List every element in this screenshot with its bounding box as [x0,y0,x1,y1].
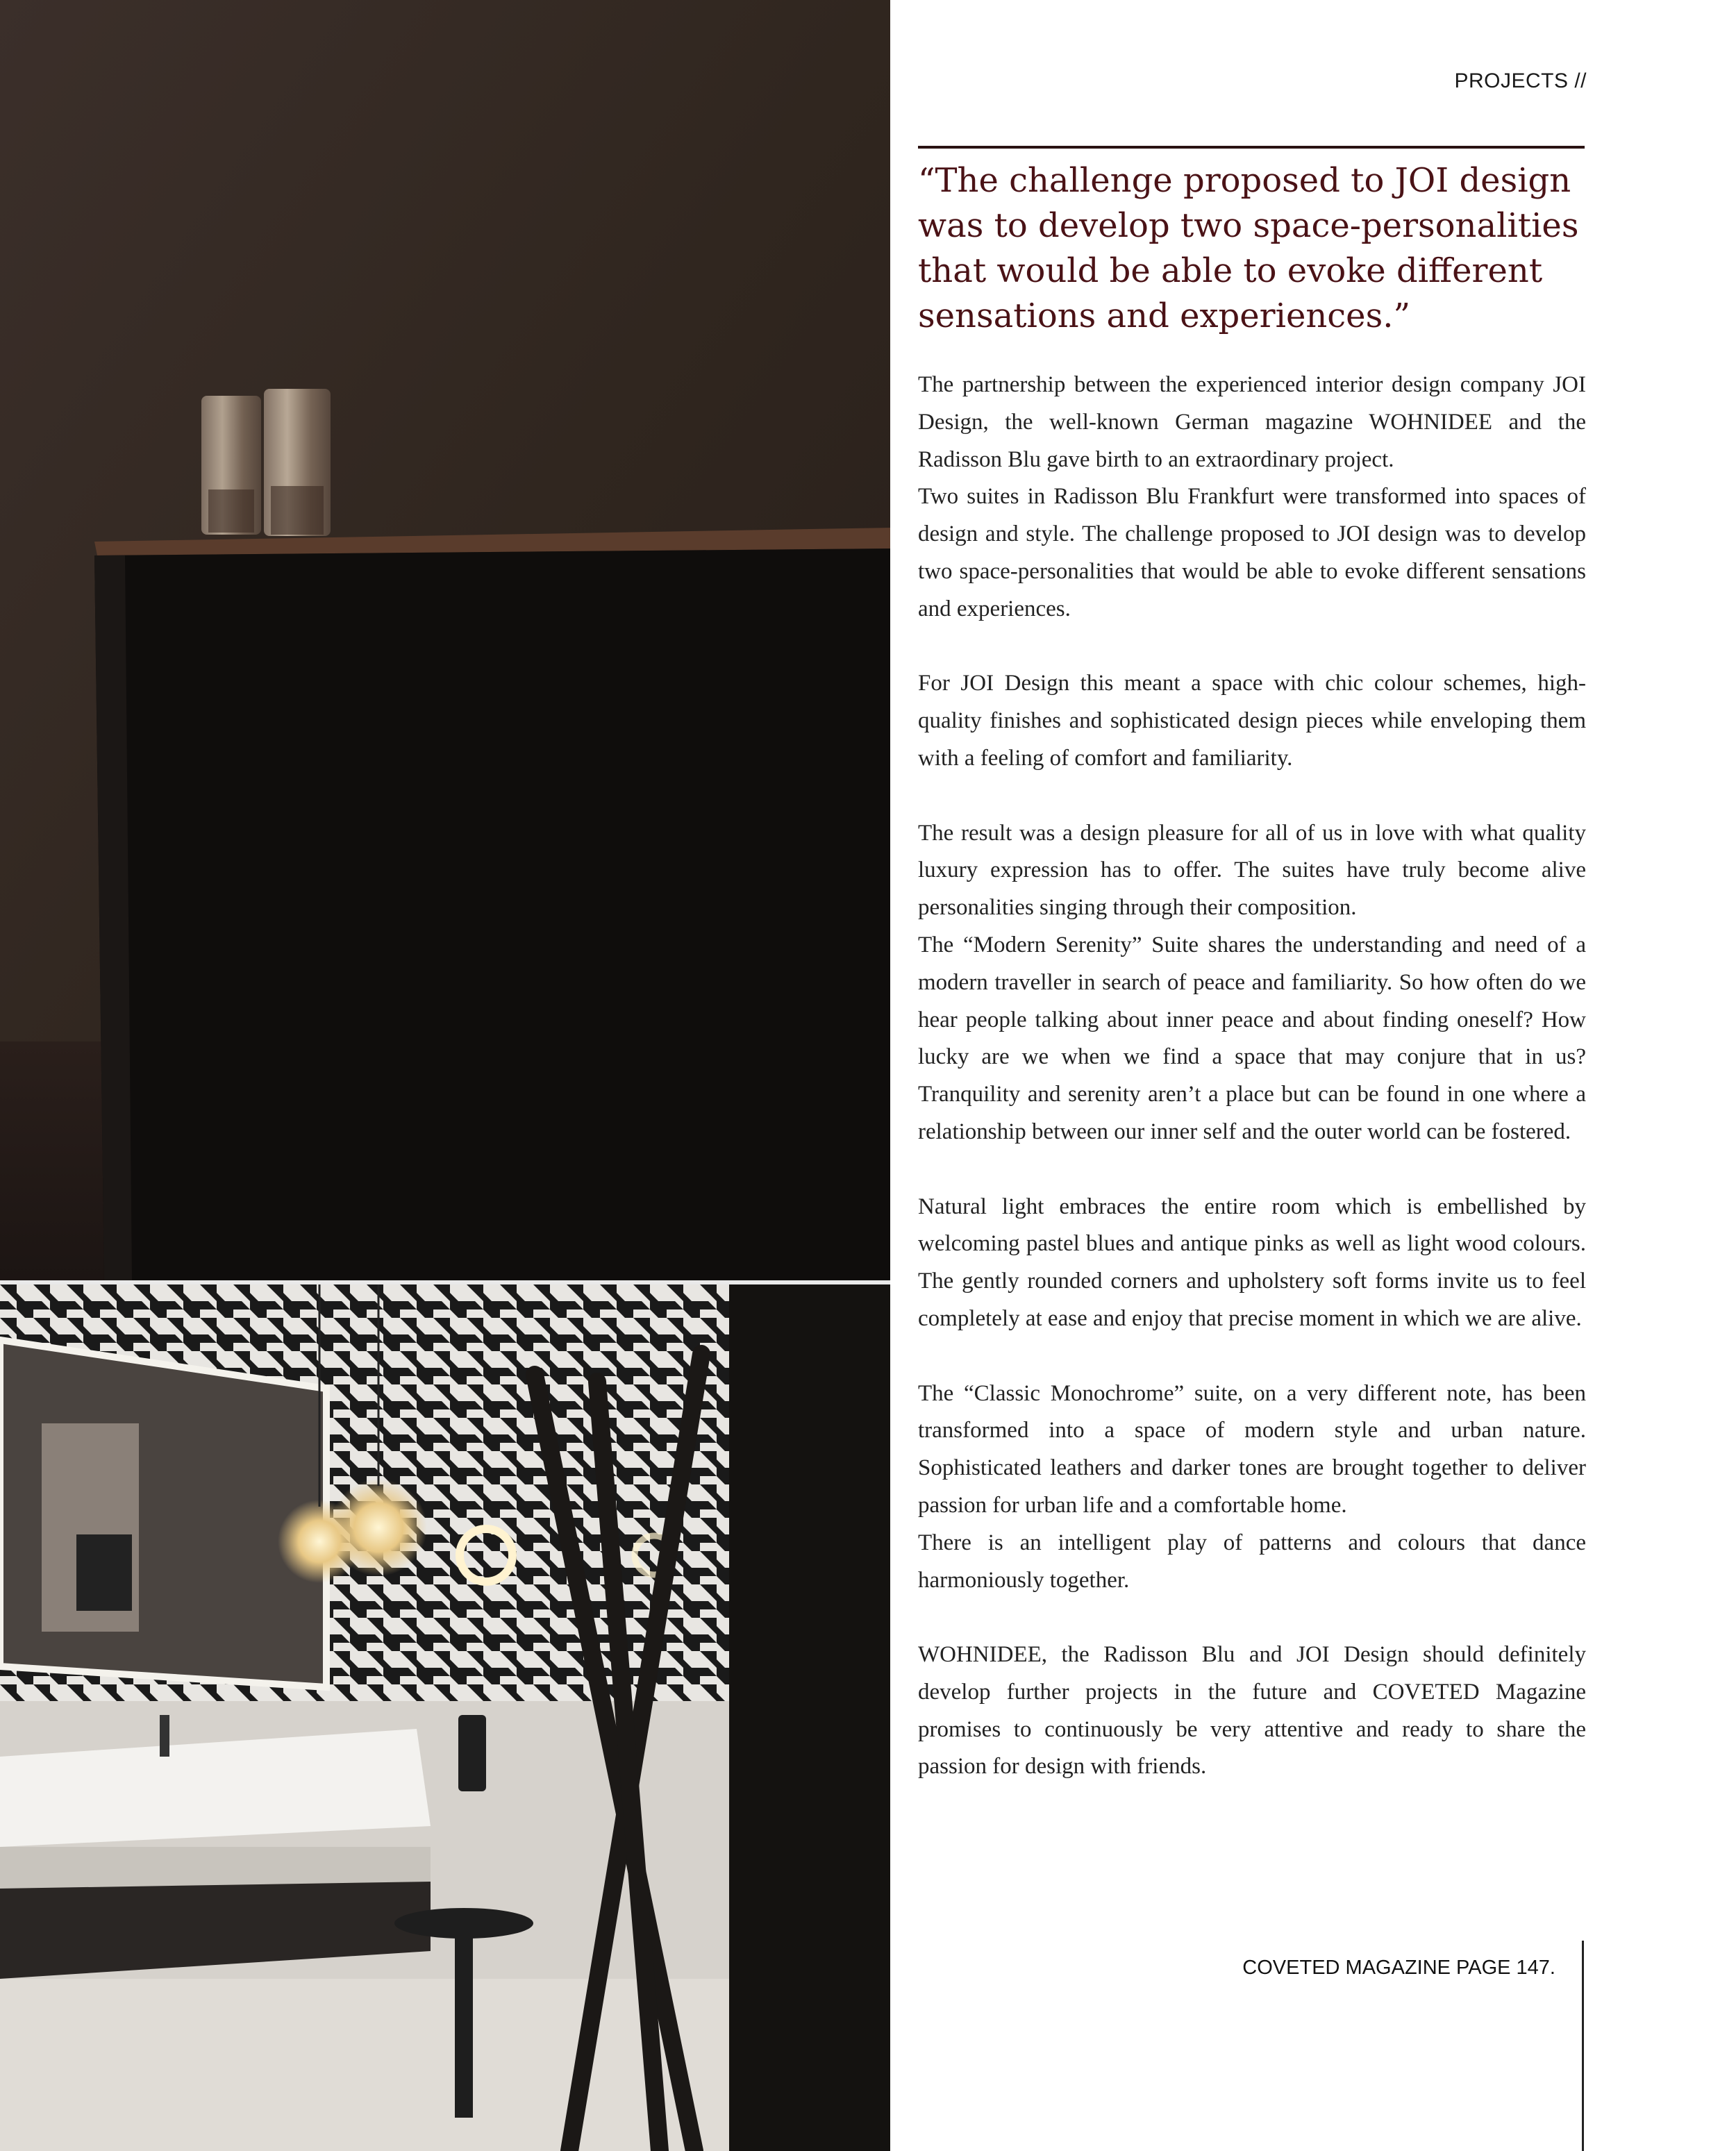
section-label: PROJECTS // [1454,69,1587,92]
paragraph-7: The “Classic Monochrome” suite, on a very different note, has been transformed into a space of modern style and urban nature. Sophisticated leathers and darker tones are brought together to deliver passion for urban life and a comfortable home. [918,1380,1586,1518]
photo-cabinet-glasses [0,0,890,1280]
bathroom-sink [0,1715,486,1979]
glass-right [264,389,331,536]
pull-quote: “The challenge proposed to JOI design was to develop two space-personalities that would be able to evoke different sensations and experiences.” [918,161,1579,335]
paragraph-3: For JOI Design this meant a space with chic colour schemes, high-quality finishes and sophisticated design pieces while enveloping them with a feeling of comfort and familiarity. [918,671,1586,771]
paragraph-1: The partnership between the experienced interior design company JOI Design, the well-known German magazine WOHNIDEE and the Radisson Blu gave birth to an extraordinary project. [918,372,1586,472]
bathroom-mirror [0,1340,326,1687]
article-body [918,367,1586,1786]
page-footer: COVETED MAGAZINE PAGE 147. [1242,1957,1555,1979]
quote-rule [918,146,1585,149]
paragraph-2: Two suites in Radisson Blu Frankfurt were transformed into spaces of design and style. The challenge proposed to JOI design was to develop two space-personalities that would be able to evoke different sensations and experiences. [918,484,1586,621]
paragraph-9: WOHNIDEE, the Radisson Blu and JOI Design should definitely develop further projects in the future and COVETED Magazine promises to continuously be very attentive and ready to share the passion for design with friends. [918,1642,1586,1780]
photo-bathroom-monochrome [0,1284,890,2151]
paragraph-4: The result was a design pleasure for all of us in love with what quality luxury expression has to offer. The suites have truly become alive personalities singing through their composition. [918,820,1586,921]
paragraph-8: There is an intelligent play of patterns and colours that dance harmoniously together. [918,1530,1586,1593]
paragraph-6: Natural light embraces the entire room which is embellished by welcoming pastel blues and antique pinks as well as light wood colours. The gently rounded corners and upholstery soft forms invite us to feel completely at ease and enjoy that precise moment in which we are alive. [918,1194,1586,1331]
glass-left [201,396,261,535]
footer-rule [1582,1941,1584,2151]
paragraph-5: The “Modern Serenity” Suite shares the understanding and need of a modern traveller in search of peace and familiarity. So how often do we hear people talking about inner peace and about finding oneself? How lucky are we when we find a space that may conjure that in us? Tranquility and serenity aren’t a place but can be found in one where a relationship between our inner self and the outer world can be fostered. [918,932,1586,1144]
